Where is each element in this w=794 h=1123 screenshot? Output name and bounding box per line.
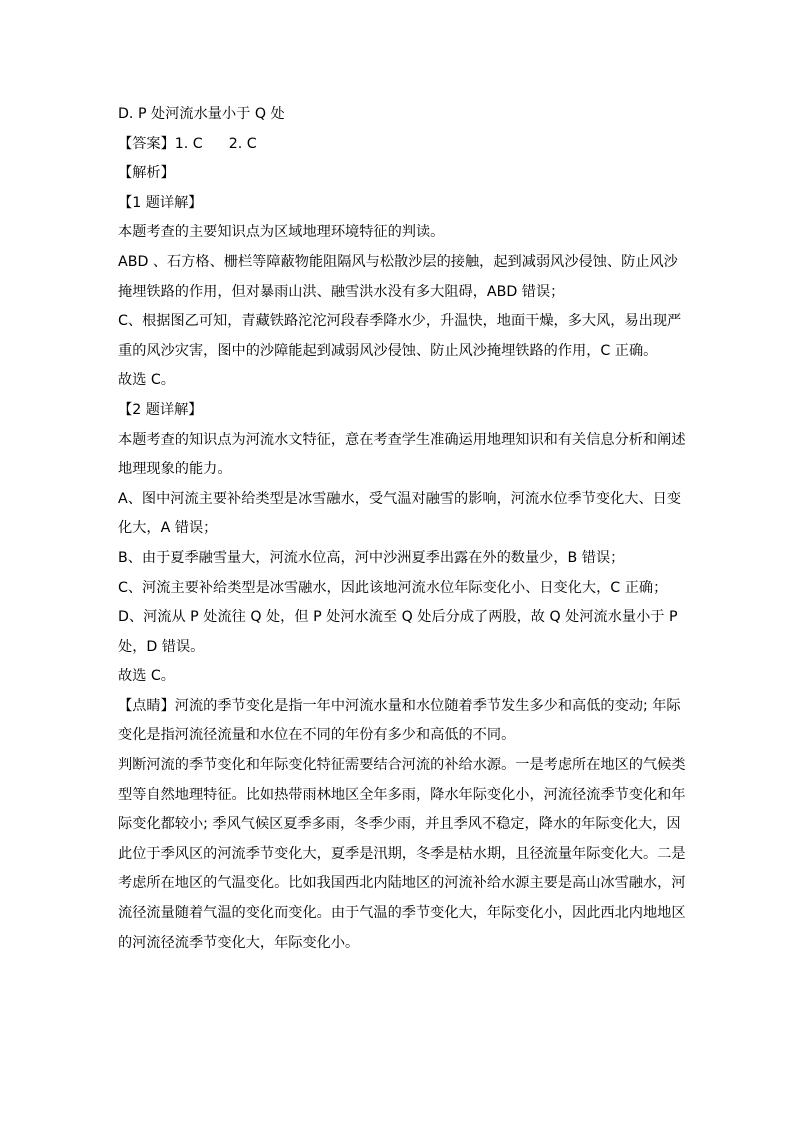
document-page [118, 100, 690, 958]
q2-detail-line: B、由于夏季融雪量大，河流水位高，河中沙洲夏季出露在外的数量少，B 错误； [118, 549, 625, 566]
q2-detail-line: 处，D 错误。 [118, 638, 205, 655]
q1-detail-line: C、根据图乙可知，青藏铁路沱沱河段春季降水少，升温快，地面干燥，多大风，易出现严 [118, 313, 682, 330]
q2-detail-line: 本题考查的知识点为河流水文特征，意在考查学生准确运用地理知识和有关信息分析和阐述 [118, 431, 686, 448]
answer-line [118, 130, 690, 160]
tips-line: 考虑所在地区的气温变化。比如我国西北内陆地区的河流补给水源主要是高山冰雪融水，河 [118, 875, 686, 892]
q1-detail-line: ABD 、石方格、栅栏等障蔽物能阻隔风与松散沙层的接触，起到减弱风沙侵蚀、防止风沙 [118, 253, 678, 270]
q1-detail-line: 重的风沙灾害，图中的沙障能起到减弱风沙侵蚀、防止风沙掩埋铁路的作用，C 正确。 [118, 342, 658, 359]
tips-line: 判断河流的季节变化和年际变化特征需要结合河流的补给水源。一是考虑所在地区的气候类 [118, 757, 686, 774]
tips-text: 河流的季节变化是指一年中河流水量和水位随着季节发生多少和高低的变动; 年际 [174, 697, 681, 714]
answer-q2: 2. C [228, 135, 257, 152]
tips-first-line [118, 692, 690, 722]
q2-detail-line: D、河流从 P 处流往 Q 处，但 P 处河水流至 Q 处后分成了两股，故 Q 处河流水量小于 P [118, 609, 678, 626]
option-d: D. P 处河流水量小于 Q 处 [118, 106, 285, 122]
tips-label: 【点睛】 [118, 697, 175, 714]
q2-detail-heading: 【2 题详解】 [118, 401, 203, 418]
q2-detail-line: C、河流主要补给类型是冰雪融水，因此该地河流水位年际变化小、日变化大，C 正确； [118, 579, 668, 596]
tips-line: 变化是指河流径流量和水位在不同的年份有多少和高低的不同。 [118, 727, 516, 744]
answer-label: 【答案】 [118, 135, 175, 152]
analysis-heading: 【解析】 [118, 165, 175, 182]
tips-line: 的河流径流季节变化大，年际变化小。 [118, 934, 360, 951]
q2-detail-line: 故选 C。 [118, 668, 175, 685]
answer-q1: 1. C [174, 135, 203, 152]
q2-detail-line: 化大，A 错误； [118, 520, 218, 537]
q1-detail-line: 掩埋铁路的作用，但对暴雨山洪、融雪洪水没有多大阻碍，ABD 错误； [118, 283, 565, 300]
q2-detail-line: 地理现象的能力。 [118, 461, 232, 478]
tips-line: 流径流量随着气温的变化而变化。由于气温的季节变化大，年际变化小，因此西北内地地区 [118, 905, 686, 922]
q1-detail-line: 本题考查的主要知识点为区域地理环境特征的判读。 [118, 224, 445, 241]
q2-detail-line: A、图中河流主要补给类型是冰雪融水，受气温对融雪的影响，河流水位季节变化大、日变 [118, 490, 682, 507]
tips-line: 型等自然地理特征。比如热带雨林地区全年多雨，降水年际变化小，河流径流季节变化和年 [118, 786, 686, 803]
tips-line: 际变化都较小; 季风气候区夏季多雨，冬季少雨，并且季风不稳定，降水的年际变化大，因 [118, 816, 681, 833]
q1-detail-line: 故选 C。 [118, 372, 175, 389]
q1-detail-heading: 【1 题详解】 [118, 194, 203, 211]
tips-line: 此位于季风区的河流季节变化大，夏季是汛期，冬季是枯水期，且径流量年际变化大。二是 [118, 845, 686, 862]
